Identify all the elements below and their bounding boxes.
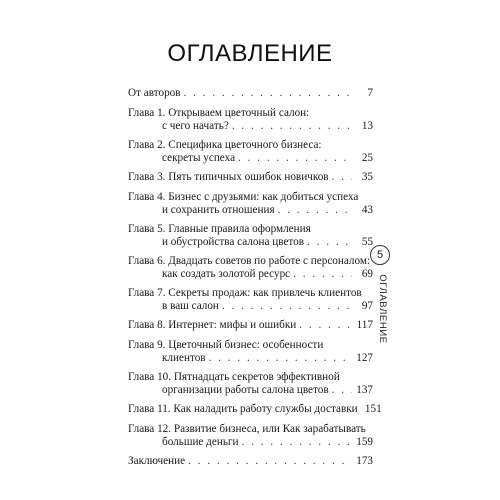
toc-entry-title: От авторов (128, 87, 181, 99)
toc-entry-title: Глава 6. Двадцать советов по работе с персоналом: (128, 255, 371, 267)
toc-entry[interactable] (128, 371, 373, 397)
toc-entry-title-cont: и обустройства салона цветов (162, 236, 305, 248)
toc-entry-title: Глава 2. Специфика цветочного бизнеса: (128, 139, 322, 151)
toc-entry-title: Глава 5. Главные правила оформления (128, 223, 311, 235)
page-title: ОГЛАВЛЕНИЕ (167, 40, 333, 67)
toc-entry-title-cont: с чего начать? (162, 120, 229, 132)
leader-dots (299, 319, 352, 332)
toc-entry[interactable] (128, 139, 373, 165)
toc-page-number: 69 (361, 268, 373, 280)
leader-dots (209, 352, 352, 365)
toc-entry-title: Глава 9. Цветочный бизнес: особенности (128, 339, 324, 351)
toc-page-number: 97 (361, 300, 373, 312)
leader-dots (307, 236, 352, 249)
toc-entry-title-cont: большие деньги (162, 436, 239, 448)
toc-entry[interactable] (128, 107, 373, 133)
toc-entry[interactable] (128, 255, 373, 281)
toc-entry[interactable] (128, 223, 373, 249)
toc-entry[interactable] (128, 403, 382, 416)
toc-entry[interactable] (128, 87, 373, 100)
toc-entry-title: Глава 1. Открываем цветочный салон: (128, 107, 310, 119)
toc-page-number: 55 (361, 236, 373, 248)
leader-dots (188, 455, 352, 468)
leader-dots (332, 384, 352, 397)
toc-entry-title-cont: и сохранить отношения (162, 204, 275, 216)
toc-entry[interactable] (128, 319, 373, 332)
toc-entry[interactable] (128, 423, 373, 449)
toc-page-number: 117 (356, 319, 373, 331)
toc-entry-title: Глава 4. Бизнес с друзьями: как добиться успеха (128, 191, 359, 203)
toc-page-number: 151 (364, 403, 382, 415)
toc-entry[interactable] (128, 455, 373, 468)
toc-page-number: 7 (367, 87, 373, 99)
toc-entry[interactable] (128, 287, 373, 313)
toc-page-number: 43 (361, 204, 373, 216)
toc-page-number: 159 (356, 436, 373, 448)
toc-entry[interactable] (128, 171, 373, 184)
leader-dots (238, 152, 352, 165)
toc-entry-title-cont: в ваш салон (162, 300, 219, 312)
leader-dots (232, 120, 352, 133)
toc-page-number: 137 (356, 384, 373, 396)
leader-dots (278, 204, 352, 217)
toc-page-number: 173 (356, 455, 373, 467)
leader-dots (222, 300, 352, 313)
toc-entry-title: Глава 3. Пять типичных ошибок новичков (128, 171, 329, 183)
toc-entry[interactable] (128, 339, 373, 365)
toc-entry-title: Глава 12. Развитие бизнеса, или Как зарабатывать (128, 423, 366, 435)
toc-entry-title-cont: как создать золотой ресурс (162, 268, 291, 280)
toc-entry-title: Глава 10. Пятнадцать секретов эффективной (128, 371, 340, 383)
toc-entry[interactable] (128, 191, 373, 217)
page-number-badge: 5 (370, 245, 390, 265)
running-header-label: ОГЛАВЛЕНИЕ (377, 274, 388, 344)
toc-page-number: 35 (361, 171, 373, 183)
toc-entry-title-cont: клиентов (162, 352, 206, 364)
leader-dots (293, 268, 352, 281)
toc-entry-title-cont: секреты успеха (162, 152, 236, 164)
toc-entry-title: Заключение (128, 455, 186, 467)
leader-dots (184, 87, 352, 100)
toc-page-number: 127 (356, 352, 373, 364)
leader-dots (332, 171, 352, 184)
leader-dots (242, 436, 352, 449)
table-of-contents (128, 87, 382, 475)
toc-entry-title: Глава 7. Секреты продаж: как привлечь клиентов (128, 287, 362, 299)
toc-entry-title: Глава 8. Интернет: мифы и ошибки (128, 319, 297, 331)
toc-page-number: 25 (361, 152, 373, 164)
toc-entry-title: Глава 11. Как наладить работу службы доставки (128, 403, 358, 415)
toc-page-number: 13 (361, 120, 373, 132)
toc-entry-title-cont: организации работы салона цветов (162, 384, 329, 396)
